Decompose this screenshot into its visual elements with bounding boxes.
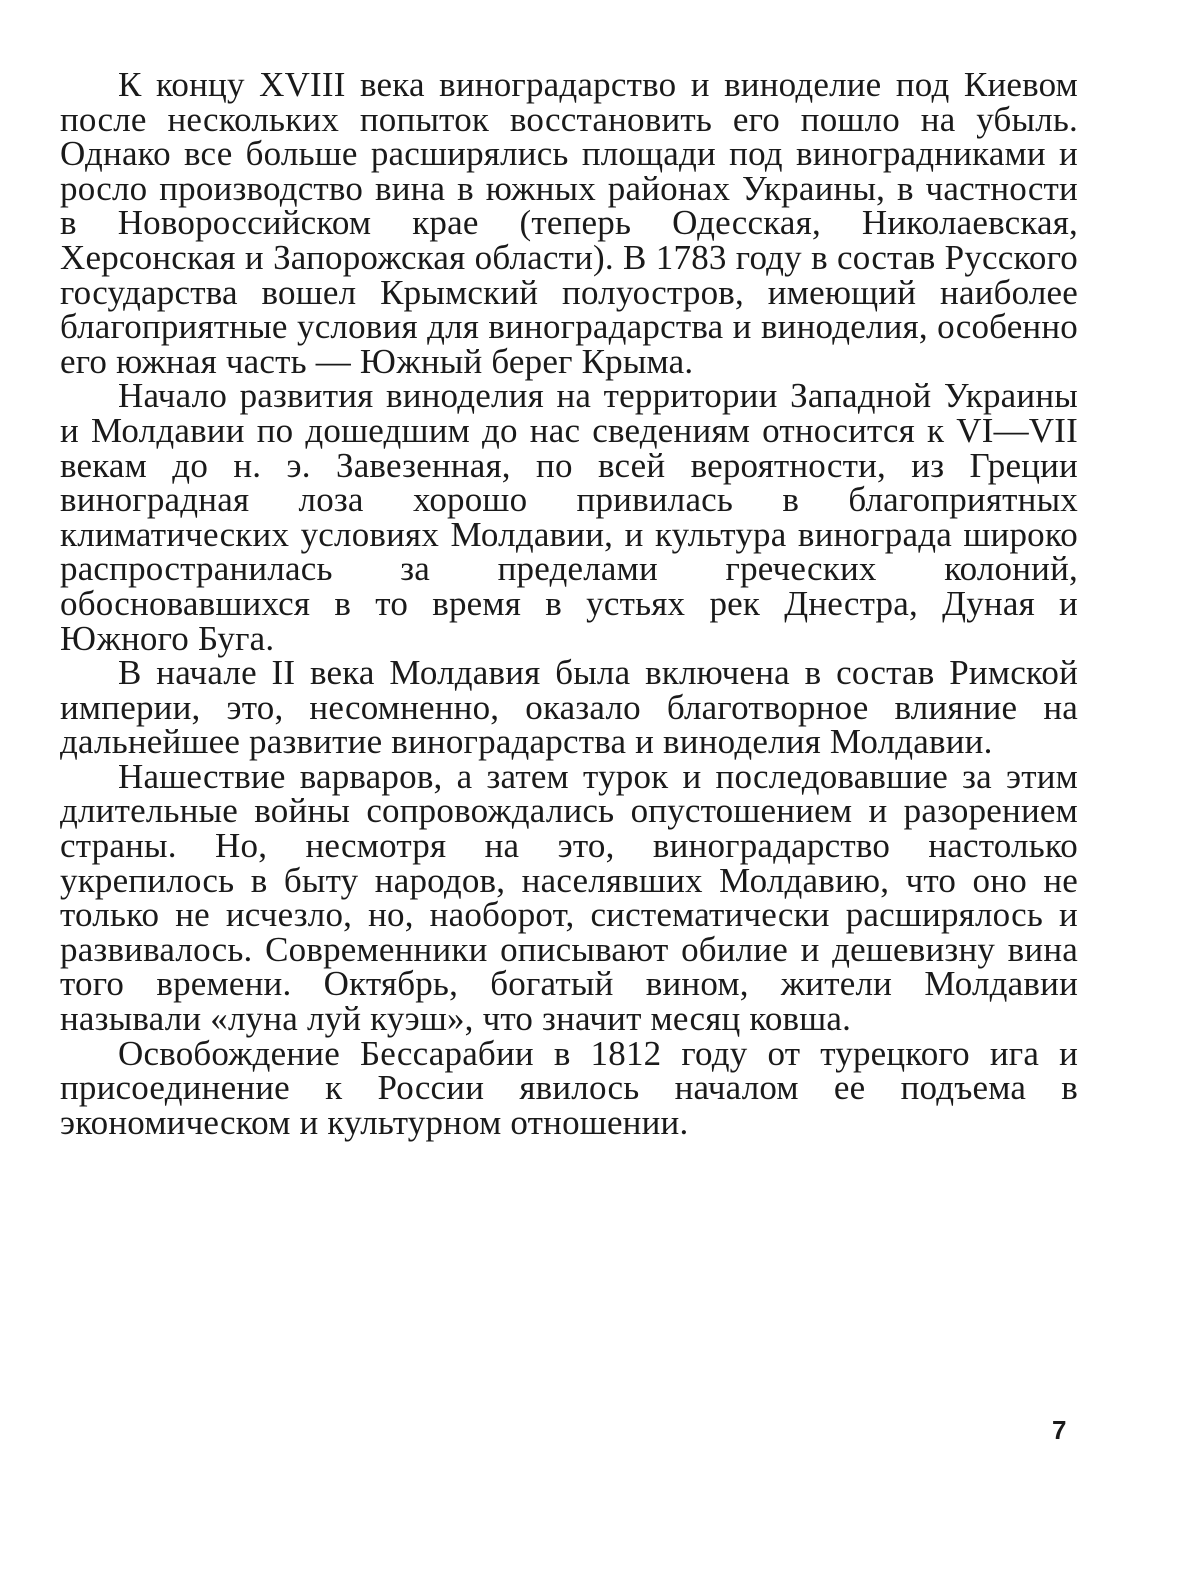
page-body: [60, 65, 1078, 1142]
paragraph-3: В начале II века Молдавия была включена в состав Римской империи, это, несомненно, оказало благотворное влияние на дальнейшее развитие виноградарства и виноделия Молдавии.: [60, 653, 1078, 762]
paragraph-1: К концу XVIII века виноградарство и виноделие под Киевом после нескольких попыток восстановить его пошло на убыль. Однако все больше расширялись площади под виноградниками и росло производство вина в южных районах Украины, в частности в Новороссийском крае (теперь Одесская, Николаевская, Херсонская и Запорожская области). В 1783 году в состав Русского государства вошел Крымский полуостров, имеющий наиболее благоприятные условия для виноградарства и виноделия, особенно его южная часть — Южный берег Крыма.: [60, 65, 1078, 381]
paragraph-5: Освобождение Бессарабии в 1812 году от турецкого ига и присоединение к России явилось началом ее подъема в экономическом и культурном отношении.: [60, 1033, 1078, 1142]
paragraph-2: Начало развития виноделия на территории Западной Украины и Молдавии по дошедшим до нас сведениям относится к VI—VII векам до н. э. Завезенная, по всей вероятности, из Греции виноградная лоза хорошо привилась в благоприятных климатических условиях Молдавии, и культура винограда широко распространилась за пределами греческих колоний, обосновавшихся в то время в устьях рек Днестра, Дуная и Южного Буга.: [60, 376, 1078, 658]
page-number: 7: [1052, 1415, 1067, 1445]
paragraph-4: Нашествие варваров, а затем турок и последовавшие за этим длительные войны сопровождались опустошением и разорением страны. Но, несмотря на это, виноградарство настолько укрепилось в быту народов, населявших Молдавию, что оно не только не исчезло, но, наоборот, систематически расширялось и развивалось. Современники описывают обилие и дешевизну вина того времени. Октябрь, богатый вином, жители Молдавии называли «луна луй куэш», что значит месяц ковша.: [60, 756, 1078, 1039]
